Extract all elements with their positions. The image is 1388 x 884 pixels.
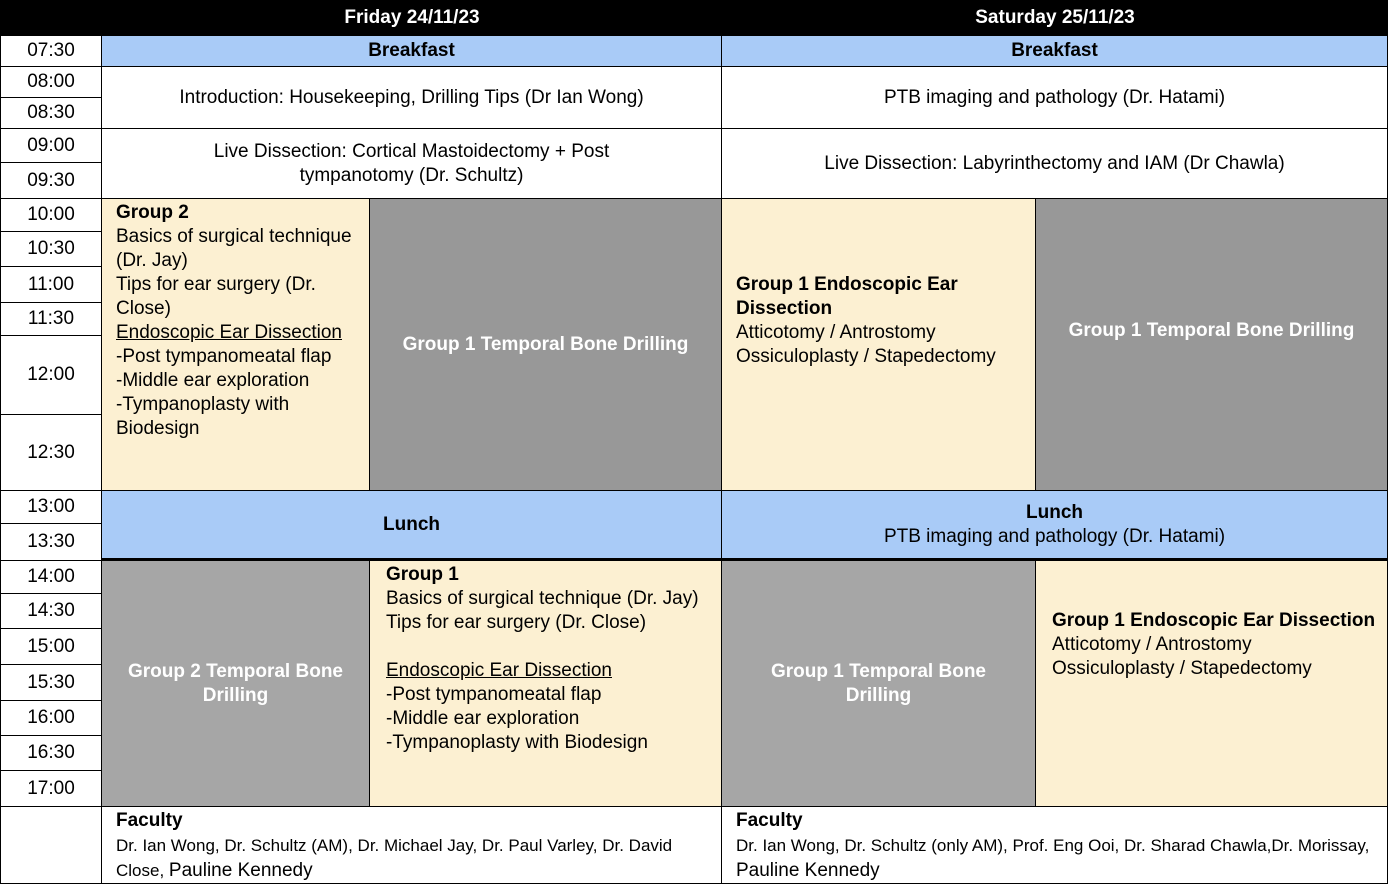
session-item: -Tympanoplasty with Biodesign (386, 732, 648, 753)
friday-live-dissection-line2: tympanotomy (Dr. Schultz) (299, 164, 524, 186)
faculty-names: Dr. Ian Wong, Dr. Schultz (only AM), Prof. Eng Ooi, Dr. Sharad Chawla,Dr. Morissay, (736, 836, 1370, 855)
friday-introduction: Introduction: Housekeeping, Drilling Tips (Dr Ian Wong) (102, 67, 722, 129)
friday-faculty (102, 807, 722, 884)
time-slot: 10:30 (0, 232, 102, 267)
friday-afternoon-group1 (370, 561, 722, 807)
group-title: Group 2 (116, 202, 189, 223)
faculty-list (736, 833, 1379, 883)
session-line: Basics of surgical technique (Dr. Jay) (386, 588, 699, 609)
time-slot: 15:30 (0, 665, 102, 701)
time-slot-empty (0, 807, 102, 884)
saturday-breakfast: Breakfast (722, 36, 1388, 67)
saturday-morning-drilling: Group 1 Temporal Bone Drilling (1036, 199, 1388, 491)
faculty-title: Faculty (736, 810, 803, 831)
time-slot: 15:00 (0, 629, 102, 665)
faculty-extra: Pauline Kennedy (736, 860, 880, 881)
session-item: -Post tympanomeatal flap (386, 684, 602, 705)
faculty-extra: Pauline Kennedy (168, 860, 313, 881)
time-slot: 14:30 (0, 594, 102, 629)
session-item: -Tympanoplasty with Biodesign (116, 394, 290, 439)
session-line: Ossiculoplasty / Stapedectomy (1052, 658, 1312, 679)
session-item: -Middle ear exploration (386, 708, 580, 729)
friday-morning-group2 (102, 199, 370, 491)
friday-lunch: Lunch (102, 491, 722, 561)
faculty-list (116, 833, 713, 883)
time-slot: 08:00 (0, 67, 102, 98)
faculty-names: Dr. Ian Wong, Dr. Schultz (AM), Dr. Michael Jay, Dr. Paul Varley, Dr. David Close, (116, 836, 673, 880)
time-slot: 16:30 (0, 736, 102, 771)
group-title: Group 1 (386, 564, 459, 585)
time-slot: 09:30 (0, 163, 102, 199)
time-slot: 12:00 (0, 336, 102, 415)
drilling-line2: Drilling (202, 684, 269, 706)
saturday-afternoon-endoscopic (1036, 561, 1388, 807)
session-line: Tips for ear surgery (Dr. Close) (116, 274, 316, 319)
group-title: Group 1 Endoscopic Ear Dissection (736, 274, 958, 319)
session-line: Basics of surgical technique (Dr. Jay) (116, 226, 352, 271)
time-slot: 12:30 (0, 415, 102, 491)
friday-live-dissection (102, 129, 722, 199)
saturday-morning-endoscopic (722, 199, 1036, 491)
friday-breakfast: Breakfast (102, 36, 722, 67)
saturday-afternoon-drilling (722, 561, 1036, 807)
friday-live-dissection-line1: Live Dissection: Cortical Mastoidectomy + Post (213, 140, 610, 162)
time-slot: 13:00 (0, 491, 102, 524)
spacer (386, 635, 713, 659)
header-friday: Friday 24/11/23 (102, 0, 722, 36)
session-line: Tips for ear surgery (Dr. Close) (386, 612, 647, 633)
session-line: Atticotomy / Antrostomy (736, 322, 936, 343)
time-slot: 10:00 (0, 199, 102, 232)
session-heading: Endoscopic Ear Dissection (116, 322, 342, 343)
session-item: -Post tympanomeatal flap (116, 346, 332, 367)
drilling-line1: Group 2 Temporal Bone (127, 660, 343, 682)
time-slot: 08:30 (0, 98, 102, 129)
time-slot: 11:30 (0, 303, 102, 336)
header-spacer (0, 0, 102, 36)
lunch-subtitle: PTB imaging and pathology (Dr. Hatami) (883, 525, 1226, 547)
saturday-imaging: PTB imaging and pathology (Dr. Hatami) (722, 67, 1388, 129)
saturday-lunch (722, 491, 1388, 561)
time-slot: 17:00 (0, 771, 102, 807)
time-slot: 09:00 (0, 129, 102, 163)
drilling-line1: Group 1 Temporal Bone (770, 660, 986, 682)
time-slot: 14:00 (0, 561, 102, 594)
session-heading: Endoscopic Ear Dissection (386, 660, 612, 681)
time-slot: 13:30 (0, 524, 102, 561)
session-line: Atticotomy / Antrostomy (1052, 634, 1252, 655)
drilling-line2: Drilling (845, 684, 912, 706)
friday-afternoon-drilling (102, 561, 370, 807)
saturday-live-dissection: Live Dissection: Labyrinthectomy and IAM (Dr Chawla) (722, 129, 1388, 199)
time-slot: 11:00 (0, 267, 102, 303)
header-saturday: Saturday 25/11/23 (722, 0, 1388, 36)
faculty-title: Faculty (116, 810, 183, 831)
saturday-faculty (722, 807, 1388, 884)
lunch-title: Lunch (1026, 501, 1083, 523)
session-item: -Middle ear exploration (116, 370, 310, 391)
friday-morning-drilling: Group 1 Temporal Bone Drilling (370, 199, 722, 491)
time-slot: 16:00 (0, 701, 102, 736)
time-slot: 07:30 (0, 36, 102, 67)
group-title: Group 1 Endoscopic Ear Dissection (1052, 610, 1376, 631)
session-line: Ossiculoplasty / Stapedectomy (736, 346, 996, 367)
